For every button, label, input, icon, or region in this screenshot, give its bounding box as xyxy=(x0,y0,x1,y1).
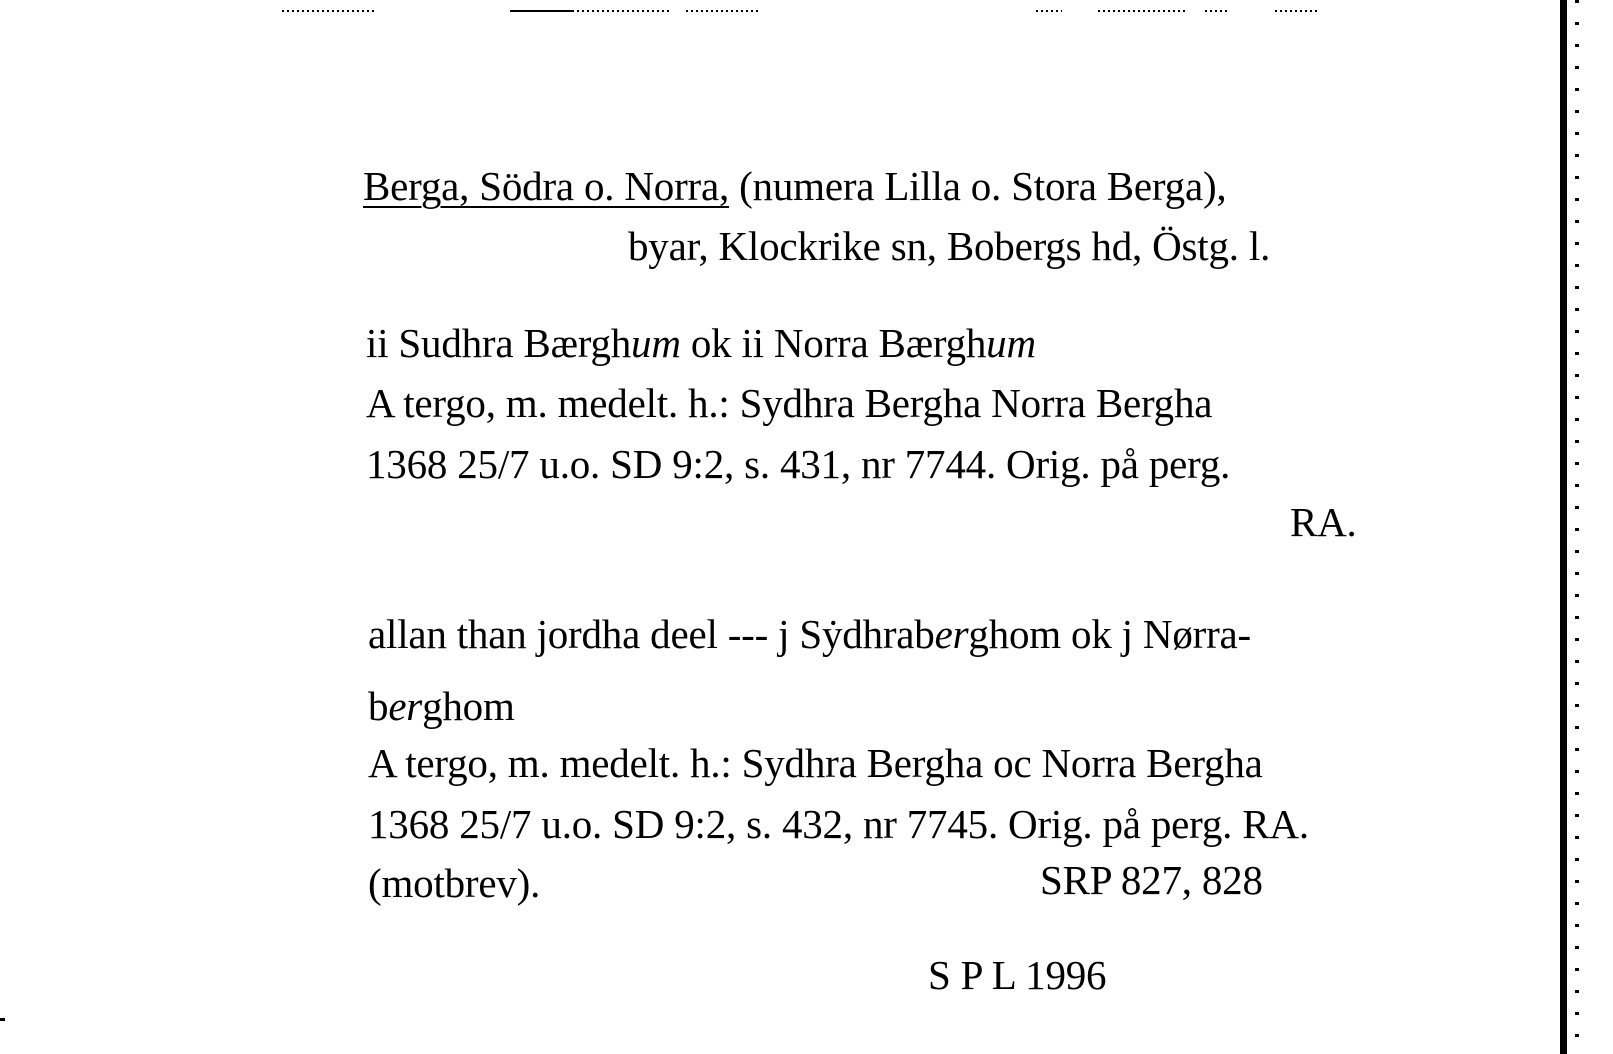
entry2-note xyxy=(368,860,541,906)
entry1-archive xyxy=(1290,499,1357,545)
place-name: Berga, Södra o. Norra, xyxy=(363,163,730,209)
signature: S P L 1996 xyxy=(928,952,1107,998)
entry2-form-part: b xyxy=(368,683,389,729)
entry1-form-expansion: um xyxy=(986,320,1036,366)
entry1-source xyxy=(366,441,1231,487)
entry1-source-text: 1368 25/7 u.o. SD 9:2, s. 431, nr 7744. Orig. på perg. xyxy=(366,441,1231,487)
entry1-form-part: ii Sudhra Bærgh xyxy=(366,320,632,366)
card-right-edge xyxy=(1560,0,1567,1054)
scan-artifact-top-dash-3 xyxy=(686,10,758,12)
entry2-tergo xyxy=(368,740,1263,786)
entry1-tergo xyxy=(366,380,1213,426)
scan-artifact-top-dash-6 xyxy=(1205,10,1227,12)
entry1-form-expansion: um xyxy=(631,320,681,366)
scan-artifact-top-dash-4 xyxy=(1036,10,1062,12)
entry2-form-part: ghom xyxy=(422,683,515,729)
heading-line-2 xyxy=(628,223,1271,269)
heading-location: byar, Klockrike sn, Bobergs hd, Östg. l. xyxy=(628,223,1271,269)
entry2-form-line-2 xyxy=(368,683,515,729)
scan-artifact-top-dash-7 xyxy=(1275,10,1319,12)
entry2-tergo-text: A tergo, m. medelt. h.: Sydhra Bergha oc Norra Bergha xyxy=(368,740,1263,786)
card-right-edge-ticks xyxy=(1575,0,1579,1054)
entry2-srp-reference: SRP 827, 828 xyxy=(1040,857,1263,903)
heading-modern-names: (numera Lilla o. Stora Berga), xyxy=(729,163,1227,209)
entry2-form-part: allan than jordha deel --- j Sẏdhrab xyxy=(368,611,935,657)
entry2-note-text: (motbrev). xyxy=(368,860,541,906)
scan-artifact-top-dash-1 xyxy=(510,10,572,12)
entry1-form xyxy=(366,320,1036,366)
signature-line xyxy=(928,952,1107,998)
entry1-tergo-text: A tergo, m. medelt. h.: Sydhra Bergha Norra Bergha xyxy=(366,380,1213,426)
entry1-form-part: ok ii Norra Bærgh xyxy=(680,320,987,366)
entry2-form-expansion: er xyxy=(934,611,969,657)
entry2-source xyxy=(368,801,1309,847)
scan-artifact-top-dash-2 xyxy=(572,10,672,12)
entry2-form-line-1 xyxy=(368,611,1251,657)
entry2-source-text: 1368 25/7 u.o. SD 9:2, s. 432, nr 7745. Orig. på perg. RA. xyxy=(368,801,1309,847)
scan-artifact-left-mark xyxy=(0,1018,5,1021)
entry2-form-part: ghom ok j Nørra- xyxy=(968,611,1251,657)
entry2-srp xyxy=(1040,857,1263,903)
entry1-archive-text: RA. xyxy=(1290,499,1357,545)
entry2-form-expansion: er xyxy=(388,683,423,729)
heading-line-1 xyxy=(363,163,1227,209)
scan-artifact-top-left xyxy=(282,10,377,12)
scan-artifact-top-dash-5 xyxy=(1098,10,1188,12)
